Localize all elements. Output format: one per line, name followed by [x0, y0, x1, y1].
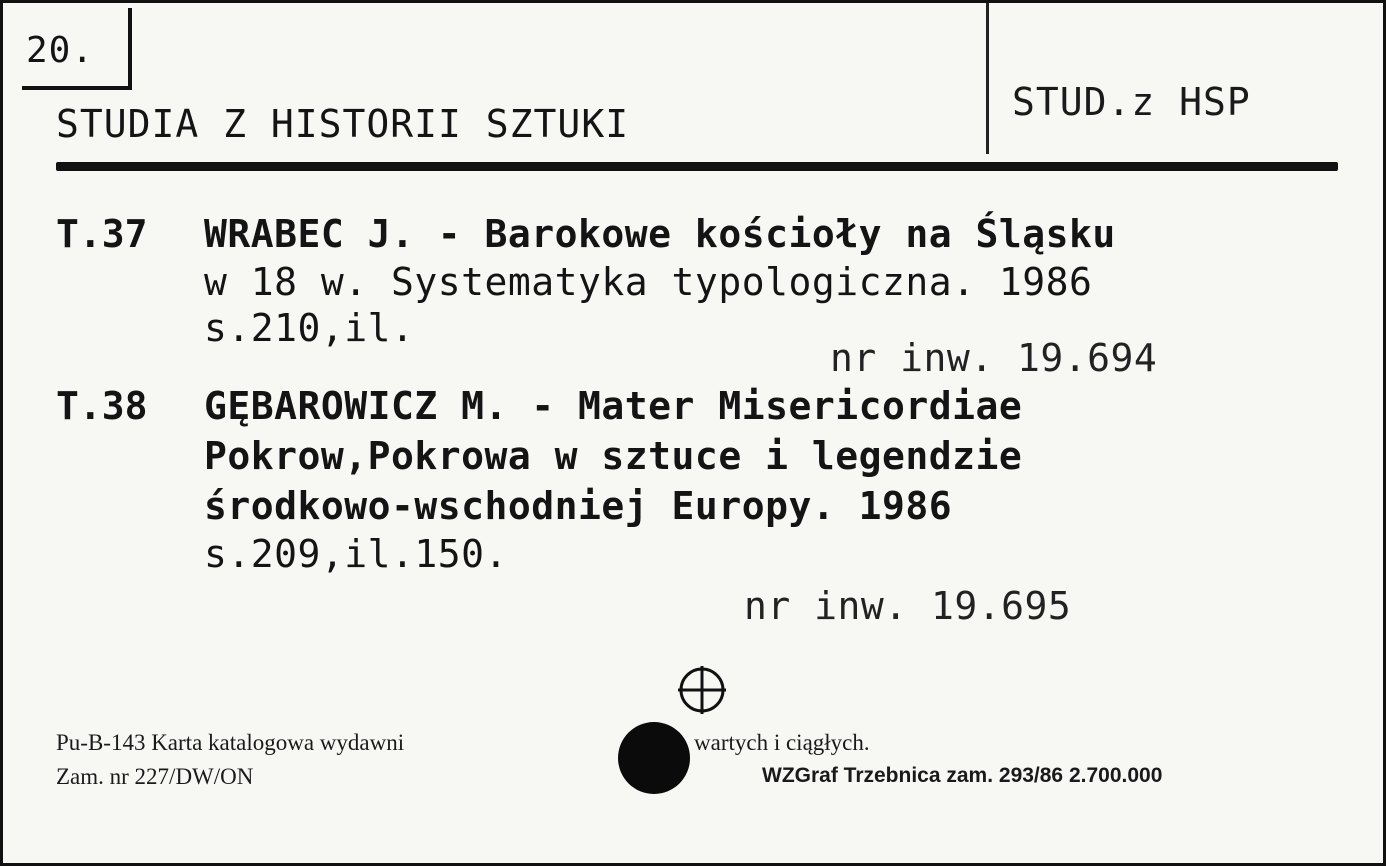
card-number: 20. — [26, 30, 95, 71]
entry-38-line-4: s.209,il.150. — [204, 532, 508, 576]
entry-38-line-2: Pokrow,Pokrowa w sztuce i legendzie — [204, 434, 1023, 478]
crosshair-circle-icon — [676, 664, 728, 716]
header-rule — [56, 162, 1338, 171]
footer-form-text-left: Pu-B-143 Karta katalogowa wydawni — [56, 730, 405, 755]
footer-form-text-right: wartych i ciągłych. — [694, 730, 870, 755]
call-number: STUD.z HSP — [1012, 80, 1251, 124]
entry-volume-38: T.38 — [56, 384, 148, 428]
entry-38-inventory: nr inw. 19.695 — [744, 584, 1072, 628]
header-divider — [986, 0, 989, 154]
entry-38-line-1: GĘBAROWICZ M. - Mater Misericordiae — [204, 384, 1023, 428]
footer-printer: WZGraf Trzebnica zam. 293/86 2.700.000 — [762, 764, 1163, 787]
entry-37-inventory: nr inw. 19.694 — [830, 336, 1158, 380]
punch-hole-icon — [618, 722, 690, 794]
entry-volume-37: T.37 — [56, 212, 148, 256]
entry-38-line-3: środkowo-wschodniej Europy. 1986 — [204, 484, 953, 528]
entry-37-line-2: w 18 w. Systematyka typologiczna. 1986 — [204, 260, 1093, 304]
footer-order-number: Zam. nr 227/DW/ON — [56, 764, 254, 789]
entry-37-line-1: WRABEC J. - Barokowe kościoły na Śląsku — [204, 212, 1116, 256]
series-title: STUDIA Z HISTORII SZTUKI — [56, 102, 630, 146]
entry-37-line-3: s.210,il. — [204, 306, 415, 350]
